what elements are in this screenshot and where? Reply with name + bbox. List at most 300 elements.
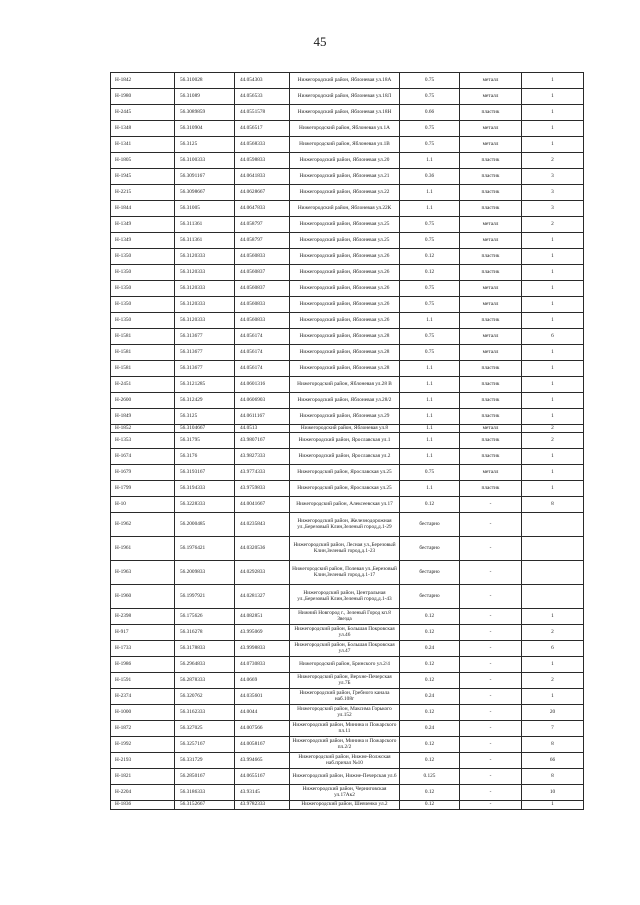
table-row xyxy=(111,753,584,769)
latitude-cell: 56.3257167 xyxy=(175,737,235,753)
container-count-cell: 8 xyxy=(522,769,584,785)
container-material-cell: металл xyxy=(460,281,522,297)
latitude-cell: 56.31795 xyxy=(175,433,235,449)
address-cell: Нижегородский район, Лесная ул.,Березовый Клин,Зеленый город,д.1-23 xyxy=(290,537,400,561)
latitude-cell: 56.2878333 xyxy=(175,673,235,689)
container-volume-cell: 0.75 xyxy=(400,465,460,481)
site-id-cell: Н-1581 xyxy=(111,345,175,361)
longitude-cell: 44.0669 xyxy=(235,673,290,689)
table-row xyxy=(111,769,584,785)
container-material-cell: металл xyxy=(460,137,522,153)
table-row xyxy=(111,217,584,233)
container-material-cell: пластик xyxy=(460,185,522,201)
address-cell: Нижегородский район, Нижне-Волжская наб.причал №10 xyxy=(290,753,400,769)
latitude-cell: 56.3176 xyxy=(175,449,235,465)
site-id-cell: Н-10 xyxy=(111,497,175,513)
container-material-cell: пластик xyxy=(460,433,522,449)
address-cell: Нижний Новгород г., Зеленый Город кп.8 Звезда xyxy=(290,609,400,625)
address-cell: Нижегородский район, Железнодорожная ул.,Березовый Клин,Зеленый город,д.1-29 xyxy=(290,513,400,537)
longitude-cell: 44.056174 xyxy=(235,345,290,361)
container-material-cell: пластик xyxy=(460,249,522,265)
longitude-cell: 43.9774333 xyxy=(235,465,290,481)
table-row xyxy=(111,409,584,425)
container-count-cell: 1 xyxy=(522,409,584,425)
longitude-cell: 44.0320536 xyxy=(235,537,290,561)
longitude-cell: 44.0041667 xyxy=(235,497,290,513)
latitude-cell: 56.311361 xyxy=(175,233,235,249)
container-count-cell: 1 xyxy=(522,89,584,105)
site-id-cell: Н-1350 xyxy=(111,249,175,265)
site-id-cell: Н-2374 xyxy=(111,689,175,705)
table-row xyxy=(111,481,584,497)
container-material-cell: пластик xyxy=(460,393,522,409)
longitude-cell: 43.93145 xyxy=(235,785,290,801)
address-cell: Нижегородский район, Яблоневая ул.18Л xyxy=(290,89,400,105)
container-material-cell: - xyxy=(460,625,522,641)
latitude-cell: 56.3162333 xyxy=(175,705,235,721)
table-row xyxy=(111,513,584,537)
table-row xyxy=(111,673,584,689)
address-cell: Нижегородский район, Максима Горького ул.152 xyxy=(290,705,400,721)
latitude-cell: 56.3120333 xyxy=(175,249,235,265)
address-cell: Нижегородский район, Яблоневая ул.25 xyxy=(290,233,400,249)
container-count-cell: 1 xyxy=(522,121,584,137)
address-cell: Нижегородский район, Яблоневая ул.22 xyxy=(290,185,400,201)
container-count-cell: 1 xyxy=(522,73,584,89)
container-material-cell: металл xyxy=(460,73,522,89)
container-volume-cell: 1.1 xyxy=(400,313,460,329)
table-row xyxy=(111,105,584,121)
container-count-cell xyxy=(522,537,584,561)
site-id-cell: Н-1945 xyxy=(111,169,175,185)
container-volume-cell: 0.12 xyxy=(400,625,460,641)
latitude-cell: 56.313677 xyxy=(175,361,235,377)
container-volume-cell: 0.12 xyxy=(400,249,460,265)
table-row xyxy=(111,721,584,737)
address-cell: Нижегородский район, Яблоневая ул.26 xyxy=(290,281,400,297)
latitude-cell: 56.320762 xyxy=(175,689,235,705)
container-count-cell: 1 xyxy=(522,345,584,361)
container-volume-cell: 0.75 xyxy=(400,217,460,233)
longitude-cell: 44.0611167 xyxy=(235,409,290,425)
container-volume-cell: 0.75 xyxy=(400,233,460,249)
latitude-cell: 56.2850167 xyxy=(175,769,235,785)
address-cell: Нижегородский район, Гребного канала наб.108г xyxy=(290,689,400,705)
address-cell: Нижегородский район, Яблоневая ул.28 xyxy=(290,329,400,345)
container-volume-cell: 0.66 xyxy=(400,105,460,121)
site-id-cell: Н-1963 xyxy=(111,561,175,585)
container-count-cell: 3 xyxy=(522,169,584,185)
longitude-cell: 44.0560833 xyxy=(235,297,290,313)
container-material-cell: пластик xyxy=(460,265,522,281)
container-count-cell: 2 xyxy=(522,217,584,233)
table-row xyxy=(111,89,584,105)
container-count-cell: 1 xyxy=(522,689,584,705)
container-count-cell: 1 xyxy=(522,313,584,329)
longitude-cell: 43.9998833 xyxy=(235,641,290,657)
table-row xyxy=(111,377,584,393)
site-id-cell: Н-1350 xyxy=(111,281,175,297)
site-id-cell: Н-1849 xyxy=(111,409,175,425)
container-volume-cell: 1.1 xyxy=(400,377,460,393)
site-id-cell: Н-1350 xyxy=(111,313,175,329)
container-material-cell: пластик xyxy=(460,105,522,121)
site-id-cell: Н-1962 xyxy=(111,513,175,537)
latitude-cell: 56.3120333 xyxy=(175,265,235,281)
container-material-cell: пластик xyxy=(460,409,522,425)
site-id-cell: Н-1836 xyxy=(111,801,175,810)
container-volume-cell: 0.12 xyxy=(400,705,460,721)
container-volume-cell: 0.75 xyxy=(400,345,460,361)
container-volume-cell: 1.1 xyxy=(400,153,460,169)
longitude-cell: 44.054303 xyxy=(235,73,290,89)
site-id-cell: Н-1852 xyxy=(111,425,175,433)
address-cell: Нижегородский район, Яблоневая ул.26 xyxy=(290,313,400,329)
container-count-cell: 3 xyxy=(522,201,584,217)
latitude-cell: 56.2964833 xyxy=(175,657,235,673)
container-count-cell: 2 xyxy=(522,153,584,169)
longitude-cell: 43.9782333 xyxy=(235,801,290,810)
longitude-cell: 44.0647833 xyxy=(235,201,290,217)
address-cell: Нижегородский район, Верхне-Печерская ул.7Б xyxy=(290,673,400,689)
address-cell: Нижегородский район, Яблоневая ул.26 xyxy=(290,249,400,265)
container-volume-cell: 0.75 xyxy=(400,329,460,345)
site-id-cell: Н-2398 xyxy=(111,609,175,625)
container-material-cell: металл xyxy=(460,345,522,361)
latitude-cell: 56.2009833 xyxy=(175,561,235,585)
container-material-cell: - xyxy=(460,769,522,785)
site-id-cell: Н-1674 xyxy=(111,449,175,465)
container-volume-cell: 0.24 xyxy=(400,641,460,657)
latitude-cell: 56.3125 xyxy=(175,137,235,153)
container-material-cell: - xyxy=(460,657,522,673)
container-count-cell: 1 xyxy=(522,465,584,481)
longitude-cell: 44.0044 xyxy=(235,705,290,721)
container-material-cell: - xyxy=(460,721,522,737)
latitude-cell: 56.31089 xyxy=(175,89,235,105)
table-row xyxy=(111,737,584,753)
longitude-cell: 44.0560837 xyxy=(235,281,290,297)
latitude-cell: 56.2000485 xyxy=(175,513,235,537)
table-row xyxy=(111,281,584,297)
container-count-cell: 2 xyxy=(522,425,584,433)
latitude-cell: 56.3089859 xyxy=(175,105,235,121)
container-count-cell: 2 xyxy=(522,625,584,641)
container-count-cell: 1 xyxy=(522,801,584,810)
container-material-cell: пластик xyxy=(460,169,522,185)
container-count-cell: 8 xyxy=(522,497,584,513)
longitude-cell: 43.994665 xyxy=(235,753,290,769)
address-cell: Нижегородский район, Яблоневая ул.26 xyxy=(290,297,400,313)
container-volume-cell: 1.1 xyxy=(400,481,460,497)
latitude-cell: 56.310904 xyxy=(175,121,235,137)
longitude-cell: 44.0281327 xyxy=(235,585,290,609)
container-material-cell: - xyxy=(460,609,522,625)
longitude-cell: 44.056174 xyxy=(235,329,290,345)
table-row xyxy=(111,609,584,625)
longitude-cell: 44.0292833 xyxy=(235,561,290,585)
container-sites-table xyxy=(110,72,584,810)
site-id-cell: Н-1960 xyxy=(111,585,175,609)
address-cell: Нижегородский район, Яблоневая ул.18Н xyxy=(290,105,400,121)
container-material-cell: металл xyxy=(460,425,522,433)
container-count-cell: 1 xyxy=(522,361,584,377)
container-count-cell: 20 xyxy=(522,705,584,721)
latitude-cell: 56.3193167 xyxy=(175,465,235,481)
address-cell: Нижегородский район, Ярославская ул.25 xyxy=(290,465,400,481)
longitude-cell: 44.0598833 xyxy=(235,153,290,169)
container-count-cell: 1 xyxy=(522,657,584,673)
site-id-cell: Н-1980 xyxy=(111,89,175,105)
container-material-cell: металл xyxy=(460,233,522,249)
latitude-cell: 56.3120333 xyxy=(175,313,235,329)
longitude-cell: 44.0560833 xyxy=(235,313,290,329)
container-volume-cell: 0.75 xyxy=(400,121,460,137)
site-id-cell: Н-1679 xyxy=(111,465,175,481)
table-row xyxy=(111,233,584,249)
container-material-cell: пластик xyxy=(460,201,522,217)
container-volume-cell: 1.1 xyxy=(400,425,460,433)
page-number: 45 xyxy=(313,34,327,49)
longitude-cell: 44.035601 xyxy=(235,689,290,705)
longitude-cell: 44.056533 xyxy=(235,89,290,105)
address-cell: Нижегородский район, Яблоневая ул.26 xyxy=(290,265,400,281)
container-material-cell: металл xyxy=(460,89,522,105)
latitude-cell: 56.316278 xyxy=(175,625,235,641)
table-row xyxy=(111,425,584,433)
site-id-cell: Н-1986 xyxy=(111,657,175,673)
container-volume-cell: 0.12 xyxy=(400,801,460,810)
container-volume-cell: 1.1 xyxy=(400,201,460,217)
latitude-cell: 56.31005 xyxy=(175,201,235,217)
container-volume-cell: 1.1 xyxy=(400,393,460,409)
longitude-cell: 44.058797 xyxy=(235,217,290,233)
site-id-cell: Н-1349 xyxy=(111,217,175,233)
container-material-cell: пластик xyxy=(460,449,522,465)
site-id-cell: Н-1961 xyxy=(111,537,175,561)
longitude-cell: 44.0235843 xyxy=(235,513,290,537)
container-material-cell: - xyxy=(460,737,522,753)
longitude-cell: 44.0551578 xyxy=(235,105,290,121)
longitude-cell: 44.082851 xyxy=(235,609,290,625)
latitude-cell: 56.3228333 xyxy=(175,497,235,513)
table-row xyxy=(111,137,584,153)
longitude-cell: 44.0641833 xyxy=(235,169,290,185)
container-count-cell: 66 xyxy=(522,753,584,769)
site-id-cell: Н-1349 xyxy=(111,233,175,249)
table-row xyxy=(111,641,584,657)
latitude-cell: 56.1976421 xyxy=(175,537,235,561)
container-count-cell: 7 xyxy=(522,721,584,737)
longitude-cell: 44.056517 xyxy=(235,121,290,137)
latitude-cell: 56.331729 xyxy=(175,753,235,769)
table-row xyxy=(111,329,584,345)
latitude-cell: 56.311361 xyxy=(175,217,235,233)
container-volume-cell: 0.75 xyxy=(400,89,460,105)
container-count-cell: 1 xyxy=(522,377,584,393)
address-cell: Нижегородский район, Полевая ул.,Березовый Клин,Зеленый город,д.1-17 xyxy=(290,561,400,585)
container-count-cell: 1 xyxy=(522,449,584,465)
address-cell: Нижегородский район, Яблоневая ул.28 В xyxy=(290,377,400,393)
container-material-cell: - xyxy=(460,705,522,721)
site-id-cell: Н-1799 xyxy=(111,481,175,497)
container-material-cell: - xyxy=(460,537,522,561)
site-id-cell: Н-1350 xyxy=(111,297,175,313)
address-cell: Нижегородский район, Яблоневая ул.18А xyxy=(290,73,400,89)
latitude-cell: 56.3125 xyxy=(175,409,235,425)
table-row xyxy=(111,153,584,169)
longitude-cell: 44.0568333 xyxy=(235,137,290,153)
address-cell: Нижегородский район, Яблоневая ул.29 xyxy=(290,409,400,425)
container-volume-cell: 0.12 xyxy=(400,785,460,801)
longitude-cell: 44.0601316 xyxy=(235,377,290,393)
container-volume-cell: 0.75 xyxy=(400,73,460,89)
table-row xyxy=(111,657,584,673)
container-material-cell: - xyxy=(460,753,522,769)
table-row xyxy=(111,185,584,201)
site-id-cell: Н-2193 xyxy=(111,753,175,769)
container-material-cell: - xyxy=(460,801,522,810)
table-row xyxy=(111,169,584,185)
address-cell: Нижегородский район, Яблоневая ул.28 xyxy=(290,345,400,361)
table-row xyxy=(111,537,584,561)
container-volume-cell: 0.12 xyxy=(400,497,460,513)
address-cell: Нижегородский район, Алексеевская ул.17 xyxy=(290,497,400,513)
container-volume-cell: бестарно xyxy=(400,537,460,561)
container-volume-cell: 0.75 xyxy=(400,297,460,313)
longitude-cell: 44.0730833 xyxy=(235,657,290,673)
latitude-cell: 56.175626 xyxy=(175,609,235,625)
table-row xyxy=(111,785,584,801)
site-id-cell: Н-1353 xyxy=(111,433,175,449)
address-cell: Нижегородский район, Минина и Пожарского пл.2/2 xyxy=(290,737,400,753)
longitude-cell: 44.0560833 xyxy=(235,249,290,265)
address-cell: Нижегородский район, Яблоневая ул.28/2 xyxy=(290,393,400,409)
container-material-cell: пластик xyxy=(460,361,522,377)
longitude-cell: 44.007566 xyxy=(235,721,290,737)
latitude-cell: 56.313677 xyxy=(175,345,235,361)
table-row xyxy=(111,249,584,265)
container-volume-cell: 0.12 xyxy=(400,657,460,673)
container-volume-cell: бестарно xyxy=(400,513,460,537)
container-material-cell: пластик xyxy=(460,313,522,329)
table-row xyxy=(111,625,584,641)
latitude-cell: 56.3152667 xyxy=(175,801,235,810)
site-id-cell: Н-1591 xyxy=(111,673,175,689)
table-row xyxy=(111,73,584,89)
site-id-cell: Н-1842 xyxy=(111,73,175,89)
container-count-cell: 1 xyxy=(522,265,584,281)
container-volume-cell: бестарно xyxy=(400,585,460,609)
address-cell: Нижегородский район, Яблоневая ул.20 xyxy=(290,153,400,169)
address-cell: Нижегородский район, Яблоневая ул.1В xyxy=(290,137,400,153)
container-material-cell: - xyxy=(460,497,522,513)
latitude-cell: 56.3100333 xyxy=(175,153,235,169)
container-volume-cell: 0.75 xyxy=(400,137,460,153)
site-id-cell: Н-1341 xyxy=(111,137,175,153)
container-count-cell: 2 xyxy=(522,433,584,449)
container-volume-cell: 0.75 xyxy=(400,281,460,297)
address-cell: Нижегородский район, Минина и Пожарского пл.11 xyxy=(290,721,400,737)
container-count-cell xyxy=(522,513,584,537)
container-volume-cell: 0.36 xyxy=(400,169,460,185)
table-row xyxy=(111,121,584,137)
address-cell: Нижегородский район, Ярославская ул.2 xyxy=(290,449,400,465)
container-count-cell: 1 xyxy=(522,281,584,297)
address-cell: Нижегородский район, Яблоневая ул.8 xyxy=(290,425,400,433)
site-id-cell: Н-1733 xyxy=(111,641,175,657)
site-id-cell: Н-1348 xyxy=(111,121,175,137)
site-id-cell: Н-1821 xyxy=(111,769,175,785)
table-row xyxy=(111,497,584,513)
container-count-cell: 2 xyxy=(522,673,584,689)
table-row xyxy=(111,313,584,329)
container-count-cell xyxy=(522,561,584,585)
container-volume-cell: 0.24 xyxy=(400,721,460,737)
address-cell: Нижегородский район, Яблоневая ул.25 xyxy=(290,217,400,233)
container-material-cell: - xyxy=(460,673,522,689)
longitude-cell: 44.0560837 xyxy=(235,265,290,281)
address-cell: Нижегородский район, Ярославская ул.25 xyxy=(290,481,400,497)
site-id-cell: Н-917 xyxy=(111,625,175,641)
latitude-cell: 56.310028 xyxy=(175,73,235,89)
longitude-cell: 43.995069 xyxy=(235,625,290,641)
site-id-cell: Н-1805 xyxy=(111,153,175,169)
longitude-cell: 44.0606903 xyxy=(235,393,290,409)
container-material-cell: пластик xyxy=(460,153,522,169)
container-material-cell: металл xyxy=(460,217,522,233)
container-count-cell: 1 xyxy=(522,609,584,625)
address-cell: Нижегородский район, Центральная ул.,Березовый Клин,Зеленый город,д.1-43 xyxy=(290,585,400,609)
container-count-cell: 10 xyxy=(522,785,584,801)
container-volume-cell: 0.12 xyxy=(400,753,460,769)
container-volume-cell: 1.1 xyxy=(400,433,460,449)
longitude-cell: 44.058797 xyxy=(235,233,290,249)
container-count-cell: 3 xyxy=(522,185,584,201)
container-material-cell: - xyxy=(460,585,522,609)
table-row xyxy=(111,433,584,449)
table-row xyxy=(111,705,584,721)
table-row xyxy=(111,393,584,409)
table-row xyxy=(111,465,584,481)
site-id-cell: Н-1000 xyxy=(111,705,175,721)
container-material-cell: металл xyxy=(460,121,522,137)
address-cell: Нижегородский район, Яблоневая ул.1А xyxy=(290,121,400,137)
latitude-cell: 56.3121285 xyxy=(175,377,235,393)
longitude-cell: 43.9807167 xyxy=(235,433,290,449)
address-cell: Нижегородский район, Большая Покровская ул.47 xyxy=(290,641,400,657)
container-material-cell: металл xyxy=(460,329,522,345)
container-volume-cell: 0.12 xyxy=(400,673,460,689)
container-volume-cell: 1.1 xyxy=(400,185,460,201)
latitude-cell: 56.3194333 xyxy=(175,481,235,497)
table-body xyxy=(111,73,584,810)
address-cell: Нижегородский район, Яблоневая ул.21 xyxy=(290,169,400,185)
container-material-cell: - xyxy=(460,513,522,537)
table-row xyxy=(111,297,584,313)
container-volume-cell: 0.12 xyxy=(400,265,460,281)
latitude-cell: 56.3178833 xyxy=(175,641,235,657)
container-material-cell: металл xyxy=(460,465,522,481)
address-cell: Нижегородский район, Яблоневая ул.28 xyxy=(290,361,400,377)
latitude-cell: 56.3098667 xyxy=(175,185,235,201)
site-id-cell: Н-2204 xyxy=(111,785,175,801)
site-id-cell: Н-2600 xyxy=(111,393,175,409)
container-volume-cell: 0.12 xyxy=(400,609,460,625)
table-row xyxy=(111,449,584,465)
container-material-cell: пластик xyxy=(460,377,522,393)
latitude-cell: 56.3120333 xyxy=(175,281,235,297)
